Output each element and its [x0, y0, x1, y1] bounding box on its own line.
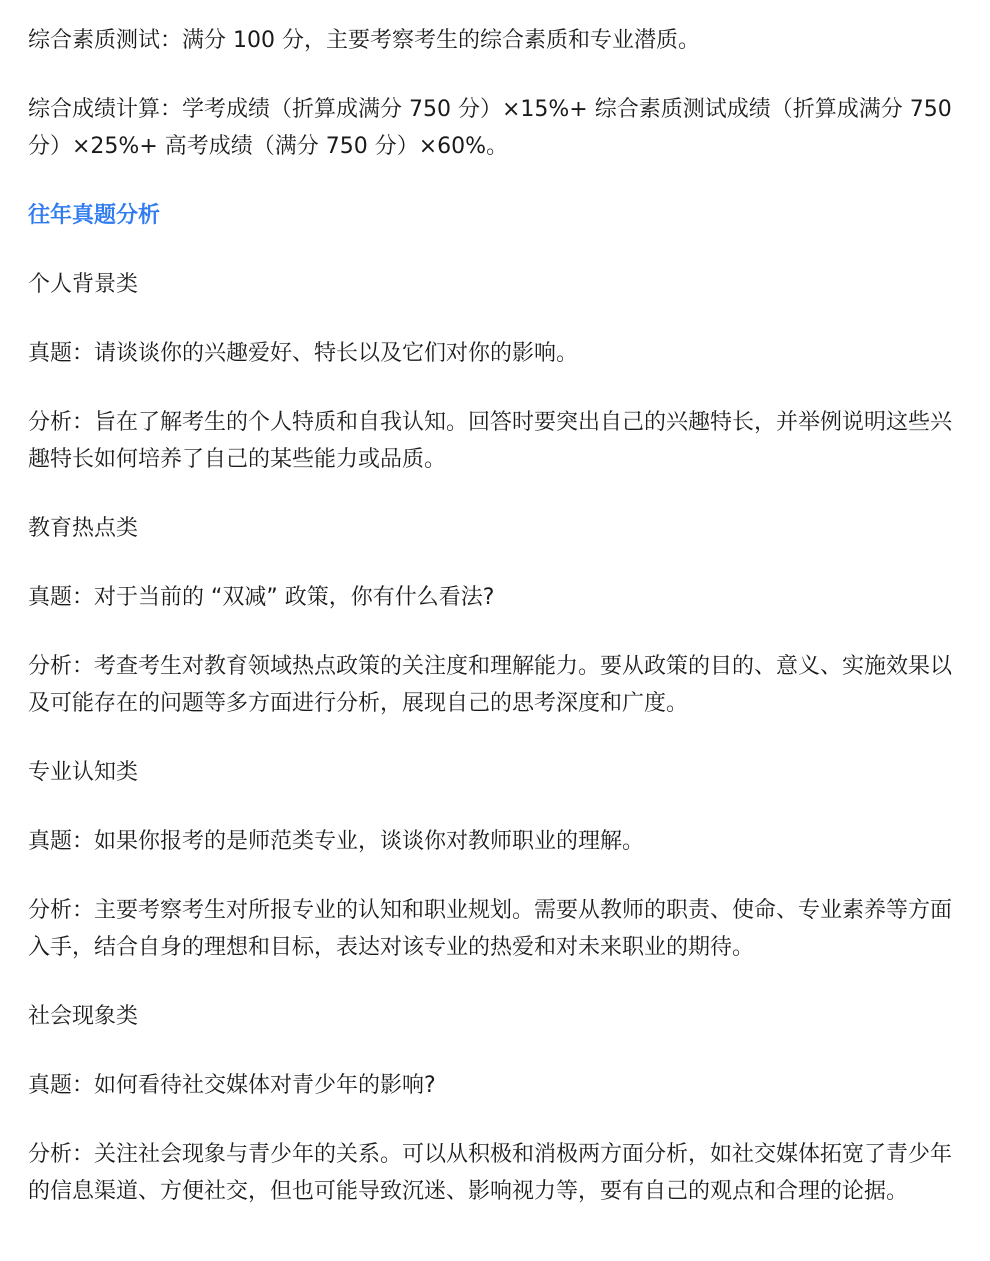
article-body [28, 22, 953, 1242]
score-formula-paragraph: 综合成绩计算：学考成绩（折算成满分 750 分）×15%+ 综合素质测试成绩（折算成满分 750 分）×25%+ 高考成绩（满分 750 分）×60%。 [28, 97, 952, 159]
question-education: 真题：对于当前的 “双减” 政策，你有什么看法? [28, 585, 495, 610]
category-title-social: 社会现象类 [28, 1004, 139, 1029]
section-heading: 往年真题分析 [28, 203, 161, 228]
analysis-major: 分析：主要考察考生对所报专业的认知和职业规划。需要从教师的职责、使命、专业素养等方面入手，结合自身的理想和目标，表达对该专业的热爱和对未来职业的期待。 [28, 898, 953, 960]
question-personal: 真题：请谈谈你的兴趣爱好、特长以及它们对你的影响。 [28, 341, 579, 366]
category-title-major: 专业认知类 [28, 760, 139, 785]
quality-test-paragraph: 综合素质测试：满分 100 分，主要考察考生的综合素质和专业潜质。 [28, 28, 700, 53]
analysis-social: 分析：关注社会现象与青少年的关系。可以从积极和消极两方面分析，如社交媒体拓宽了青少年的信息渠道、方便社交，但也可能导致沉迷、影响视力等，要有自己的观点和合理的论据。 [28, 1142, 953, 1204]
category-title-personal: 个人背景类 [28, 272, 139, 297]
analysis-personal: 分析：旨在了解考生的个人特质和自我认知。回答时要突出自己的兴趣特长，并举例说明这些兴趣特长如何培养了自己的某些能力或品质。 [28, 410, 953, 472]
question-major: 真题：如果你报考的是师范类专业，谈谈你对教师职业的理解。 [28, 829, 645, 854]
category-title-education: 教育热点类 [28, 516, 139, 541]
question-social: 真题：如何看待社交媒体对青少年的影响? [28, 1073, 436, 1098]
analysis-education: 分析：考查考生对教育领域热点政策的关注度和理解能力。要从政策的目的、意义、实施效果以及可能存在的问题等多方面进行分析，展现自己的思考深度和广度。 [28, 654, 953, 716]
